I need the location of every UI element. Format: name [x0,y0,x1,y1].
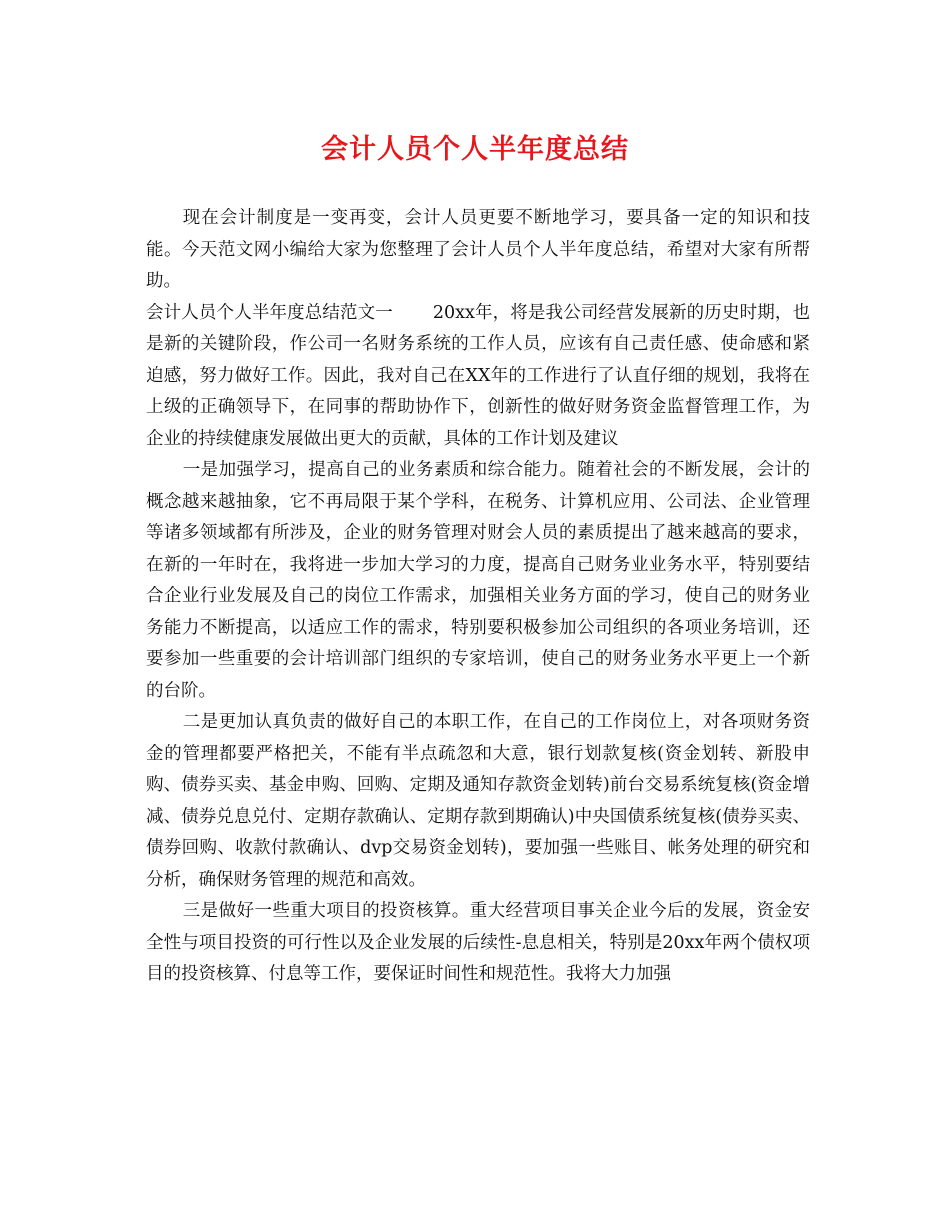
document-body [146,203,810,991]
paragraph-2: 二是更加认真负责的做好自己的本职工作，在自己的工作岗位上，对各项财务资金的管理都要严格把关，不能有半点疏忽和大意，银行划款复核(资金划转、新股申购、债券买卖、基金申购、回购、定期及通知存款资金划转)前台交易系统复核(资金增减、债券兑息兑付、定期存款确认、定期存款到期确认)中央国债系统复核(债券买卖、债券回购、收款付款确认、dvp交易资金划转)，要加强一些账目、帐务处理的研究和分析，确保财务管理的规范和高效。 [146,712,810,890]
sample-opening: 20xx年，将是我公司经营发展新的历史时期，也是新的关键阶段，作公司一名财务系统的工作人员，应该有自己责任感、使命感和紧迫感，努力做好工作。因此，我对自己在XX年的工作进行了认直仔细的规划，我将在上级的正确领导下，在同事的帮助协作下，创新性的做好财务资金监督管理工作，为企业的持续健康发展做出更大的贡献，具体的工作计划及建议 [146,302,810,449]
heading-gap [393,303,433,323]
sample-heading: 会计人员个人半年度总结范文一 [146,302,393,323]
paragraph-3: 三是做好一些重大项目的投资核算。重大经营项目事关企业今后的发展，资金安全性与项目投资的可行性以及企业发展的后续性-息息相关，特别是20xx年两个债权项目的投资核算、付息等工作，要保证时间性和规范性。我将大力加强 [146,901,810,984]
intro-paragraph: 现在会计制度是一变再变，会计人员更要不断地学习，要具备一定的知识和技能。今天范文网小编给大家为您整理了会计人员个人半年度总结，希望对大家有所帮助。 [146,208,810,291]
document-title: 会计人员个人半年度总结 [321,134,629,165]
paragraph-1: 一是加强学习，提高自己的业务素质和综合能力。随着社会的不断发展，会计的概念越来越抽象，它不再局限于某个学科，在税务、计算机应用、公司法、企业管理等诸多领域都有所涉及，企业的财务管理对财会人员的素质提出了越来越高的要求，在新的一年时在，我将进一步加大学习的力度，提高自己财务业业务水平，特别要结合企业行业发展及自己的岗位工作需求，加强相关业务方面的学习，使自己的财务业务能力不断提高，以适应工作的需求，特别要积极参加公司组织的各项业务培训，还要参加一些重要的会计培训部门组织的专家培训，使自己的财务业务水平更上一个新的台阶。 [146,460,810,701]
sample-paragraph [146,298,810,456]
